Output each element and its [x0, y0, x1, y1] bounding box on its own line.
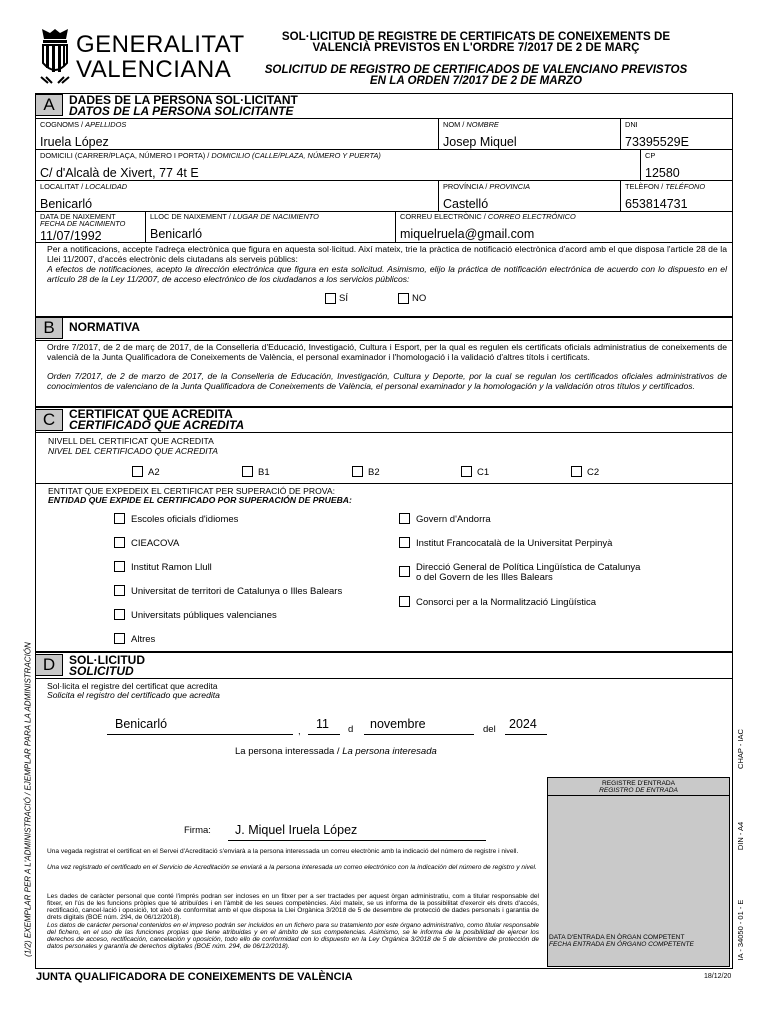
- request-text-es: Solicita el registro del certificado que acredita: [47, 690, 220, 700]
- entity-cpnl-checkbox[interactable]: [399, 596, 410, 607]
- level-c2-label: C2: [587, 467, 600, 478]
- level-b1-checkbox[interactable]: [242, 466, 253, 477]
- level-a2-label: A2: [148, 467, 160, 478]
- sign-comma: ,: [298, 726, 301, 737]
- name-field[interactable]: Josep Miquel: [443, 135, 517, 149]
- dni-field[interactable]: 73395529E: [625, 135, 689, 149]
- entity-dgpl-label-line2: o del Govern de les Illes Balears: [416, 572, 553, 583]
- notification-yes-label: SÍ: [339, 293, 348, 304]
- title-spanish-line2: EN LA ORDEN 7/2017 DE 2 DE MARZO: [369, 74, 583, 87]
- footer-org: JUNTA QUALIFICADORA DE CONEIXEMENTS DE VALÈNCIA: [36, 971, 353, 983]
- registry-date-label-va: DATA D'ENTRADA EN ÒRGAN COMPETENT: [549, 934, 685, 941]
- phone-label: TELÈFON / TELÉFONO: [625, 182, 706, 191]
- section-b-title: NORMATIVA: [69, 320, 140, 334]
- sign-day-field[interactable]: 11: [316, 717, 329, 731]
- entity-ramon-llull-label: Institut Ramon Llull: [131, 562, 212, 573]
- side-code-ia: IA - 34050 - 01 - E: [736, 899, 745, 961]
- accreditation-note-va: Una vegada registrat el certificat en el Servei d'Acreditació s'enviarà a la persona interessada un correu electrònic amb la indicació del número de registre i nivell.: [47, 848, 519, 855]
- entity-dgpl-label-line1: Direcció General de Política Lingüística de Catalunya: [416, 562, 641, 573]
- side-copy-label: (1/2) EXEMPLAR PER A L'ADMINISTRACIÓ / EJEMPLAR PARA LA ADMINISTRACIÓN: [23, 642, 33, 957]
- signature-label: Firma:: [184, 825, 211, 836]
- level-b1-label: B1: [258, 467, 270, 478]
- section-d-title-es: SOLICITUD: [69, 664, 134, 678]
- address-field[interactable]: C/ d'Alcalà de Xivert, 77 4t E: [40, 166, 199, 180]
- sign-d-label: d: [348, 724, 354, 735]
- side-code-chap: CHAP - IAC: [736, 729, 745, 769]
- section-c-title-es: CERTIFICADO QUE ACREDITA: [69, 418, 245, 432]
- entity-eoi-label: Escoles oficials d'idiomes: [131, 514, 239, 525]
- notification-no-checkbox[interactable]: [398, 293, 409, 304]
- section-d-title-va: SOL·LICITUD: [69, 653, 145, 667]
- title-valencian-line1: SOL·LICITUD DE REGISTRE DE CERTIFICATS DE CONEIXEMENTS DE: [281, 30, 671, 43]
- normativa-text-va: Ordre 7/2017, de 2 de març de 2017, de la Conselleria d'Educació, Investigació, Cultura i Esport, per la qual es regulen els certificats oficials administratius de coneixements de valencià de la Junta Qualificadora de Coneixements de València, el personal examinador i l'homologació i la validació d'altres títols i certificats.: [47, 342, 727, 362]
- entity-cieacova-checkbox[interactable]: [114, 537, 125, 548]
- level-c2-checkbox[interactable]: [571, 466, 582, 477]
- entity-eoi-checkbox[interactable]: [114, 513, 125, 524]
- name-label: NOM / NOMBRE: [443, 120, 499, 129]
- entity-dgpl-checkbox[interactable]: [399, 566, 410, 577]
- section-b-letter: B: [35, 317, 63, 339]
- registry-date-label-es: FECHA ENTRADA EN ÓRGANO COMPETENTE: [549, 941, 694, 948]
- level-b2-checkbox[interactable]: [352, 466, 363, 477]
- title-spanish-line1: SOLICITUD DE REGISTRO DE CERTIFICADOS DE VALENCIANO PREVISTOS: [264, 63, 688, 76]
- privacy-note-es: Los datos de carácter personal contenidos en el impreso podrán ser incluidos en un fichero para su tratamiento por este órgano administrativo, como titular responsable del fichero, en el uso de las funciones propias que tiene atribuidas y en el ámbito de sus competencias. Asimismo, se le informa de la posibilidad de ejercer los derechos de acceso, rectificación, cancelación y oposición, todo ello de conformidad con lo dispuesto en la Ley Orgánica 3/2018 de 5 de diciembre de protección de datos personales y garantía de derechos digitales (BOE núm. 294, de 06/12/2018).: [47, 922, 539, 950]
- section-a-title-va: DADES DE LA PERSONA SOL·LICITANT: [69, 93, 298, 107]
- section-d-letter: D: [35, 654, 63, 676]
- notification-text-va: Per a notificacions, accepte l'adreça electrònica que figura en aquesta sol·licitud. Així mateix, trie la pràctica de notificació electrònica d'acord amb el que disposa l'article 28 de la Llei 11/2007, d'accés electrònic dels ciutadans als serveis públics:: [47, 244, 727, 264]
- birthplace-label: LLOC DE NAIXEMENT / LUGAR DE NACIMIENTO: [150, 212, 319, 221]
- level-c1-checkbox[interactable]: [461, 466, 472, 477]
- cp-field[interactable]: 12580: [645, 166, 680, 180]
- dni-label: DNI: [625, 120, 638, 129]
- sign-city-field[interactable]: Benicarló: [115, 717, 168, 731]
- section-c-title-va: CERTIFICAT QUE ACREDITA: [69, 407, 233, 421]
- entity-label-es: ENTIDAD QUE EXPIDE EL CERTIFICADO POR SUPERACIÓN DE PRUEBA:: [48, 495, 352, 505]
- entity-andorra-label: Govern d'Andorra: [416, 514, 491, 525]
- sign-year-field[interactable]: 2024: [509, 717, 537, 731]
- locality-label: LOCALITAT / LOCALIDAD: [40, 182, 128, 191]
- entity-perpinya-label: Institut Francocatalà de la Universitat Perpinyà: [416, 538, 613, 549]
- entity-cpnl-label: Consorci per a la Normalització Lingüística: [416, 597, 597, 608]
- notification-text-es: A efectos de notificaciones, acepto la dirección electrónica que figura en esta solicitud. Asimismo, elijo la práctica de notificación electrónica de acuerdo con lo dispuesto en el artículo 28 de la Ley 11/2007, de acceso electrónico de los ciudadanos a los servicios públicos:: [47, 264, 727, 284]
- locality-field[interactable]: Benicarló: [40, 197, 93, 211]
- province-label: PROVÍNCIA / PROVINCIA: [443, 182, 531, 191]
- org-name-line1: GENERALITAT: [76, 31, 245, 58]
- sign-month-field[interactable]: novembre: [370, 717, 426, 731]
- accreditation-note-es: Una vez registrado el certificado en el Servicio de Acreditación se enviará a la persona interesada un correo electrónico con la indicación del número de registro y nivel.: [47, 864, 537, 871]
- section-a-title-es: DATOS DE LA PERSONA SOLICITANTE: [69, 104, 294, 118]
- birthdate-label-es: FECHA DE NACIMIENTO: [40, 219, 126, 228]
- phone-field[interactable]: 653814731: [625, 197, 688, 211]
- sign-del-label: del: [483, 724, 496, 735]
- entity-perpinya-checkbox[interactable]: [399, 537, 410, 548]
- level-label-va: NIVELL DEL CERTIFICAT QUE ACREDITA: [48, 436, 214, 446]
- signature-field[interactable]: J. Miquel Iruela López: [235, 823, 358, 837]
- address-label: DOMICILI (CARRER/PLAÇA, NÚMERO I PORTA) / DOMICILIO (CALLE/PLAZA, NÚMERO Y PUERTA): [40, 151, 381, 160]
- side-code-din: DIN - A4: [736, 821, 745, 851]
- birthplace-field[interactable]: Benicarló: [150, 227, 203, 241]
- level-b2-label: B2: [368, 467, 380, 478]
- org-name-line2: VALENCIANA: [76, 56, 232, 83]
- province-field[interactable]: Castelló: [443, 197, 489, 211]
- entity-ramon-llull-checkbox[interactable]: [114, 561, 125, 572]
- entity-altres-label: Altres: [131, 634, 156, 645]
- registry-title-va: REGISTRE D'ENTRADA: [601, 780, 676, 787]
- section-c-letter: C: [35, 409, 63, 431]
- cp-label: CP: [645, 151, 656, 160]
- birthdate-label-va: DATA DE NAIXEMENT: [40, 212, 116, 221]
- interested-person-label: La persona interessada / La persona interesada: [235, 746, 437, 757]
- level-c1-label: C1: [477, 467, 490, 478]
- email-field[interactable]: miquelruela@gmail.com: [400, 227, 535, 241]
- entity-univ-catalunya-checkbox[interactable]: [114, 585, 125, 596]
- entity-label-va: ENTITAT QUE EXPEDEIX EL CERTIFICAT PER SUPERACIÓ DE PROVA:: [48, 486, 335, 496]
- title-valencian-line2: VALENCIÀ PREVISTOS EN L'ORDRE 7/2017 DE 2 DE MARÇ: [312, 41, 640, 54]
- birthdate-field[interactable]: 11/07/1992: [40, 229, 102, 243]
- entity-cieacova-label: CIEACOVA: [131, 538, 180, 549]
- surnames-field[interactable]: Iruela López: [40, 135, 109, 149]
- privacy-note-va: Les dades de caràcter personal que conté l'imprés podran ser incloses en un fitxer per a ser tractades per aquest òrgan administratiu, com a titular responsable del fitxer, en l'ús de les funcions pròpies que té atribuïdes i en l'àmbit de les seues competències. Així mateix, se us informa de la possibilitat d'exercir els drets d'accés, rectificació, cancel·lació i oposició, tot això de conformitat amb el que disposa la Llei Orgànica 3/2018 de 5 de desembre de protecció de dades personals i garantia de drets digitals (BOE núm. 294, de 06/12/2018).: [47, 893, 539, 921]
- level-label-es: NIVEL DEL CERTIFICADO QUE ACREDITA: [48, 446, 219, 456]
- entity-univ-valencianes-label: Universitats públiques valencianes: [131, 610, 277, 621]
- surnames-label: COGNOMS / APELLIDOS: [40, 120, 127, 129]
- request-text-va: Sol·licita el registre del certificat que acredita: [47, 681, 218, 691]
- notification-no-label: NO: [412, 293, 427, 304]
- notification-yes-checkbox[interactable]: [325, 293, 336, 304]
- level-a2-checkbox[interactable]: [132, 466, 143, 477]
- normativa-text-es: Orden 7/2017, de 2 de marzo de 2017, de la Conselleria de Educación, Investigación, Cultura y Deporte, por la cual se regulan los certificados oficiales administrativos de conocimientos de valenciano de la Junta Qualificadora de Coneixements de València, el personal examinador y la homologación y la validación otros títulos y certificados.: [47, 371, 727, 391]
- registry-title-es: REGISTRO DE ENTRADA: [599, 787, 678, 794]
- generalitat-crest-logo: [38, 27, 72, 85]
- entity-univ-valencianes-checkbox[interactable]: [114, 609, 125, 620]
- entity-univ-catalunya-label: Universitat de territori de Catalunya o Illes Balears: [131, 586, 343, 597]
- entity-altres-checkbox[interactable]: [114, 633, 125, 644]
- email-label: CORREU ELECTRÒNIC / CORREO ELECTRÓNICO: [400, 212, 576, 221]
- footer-date: 18/12/20: [704, 973, 732, 980]
- entity-andorra-checkbox[interactable]: [399, 513, 410, 524]
- section-a-letter: A: [35, 94, 63, 116]
